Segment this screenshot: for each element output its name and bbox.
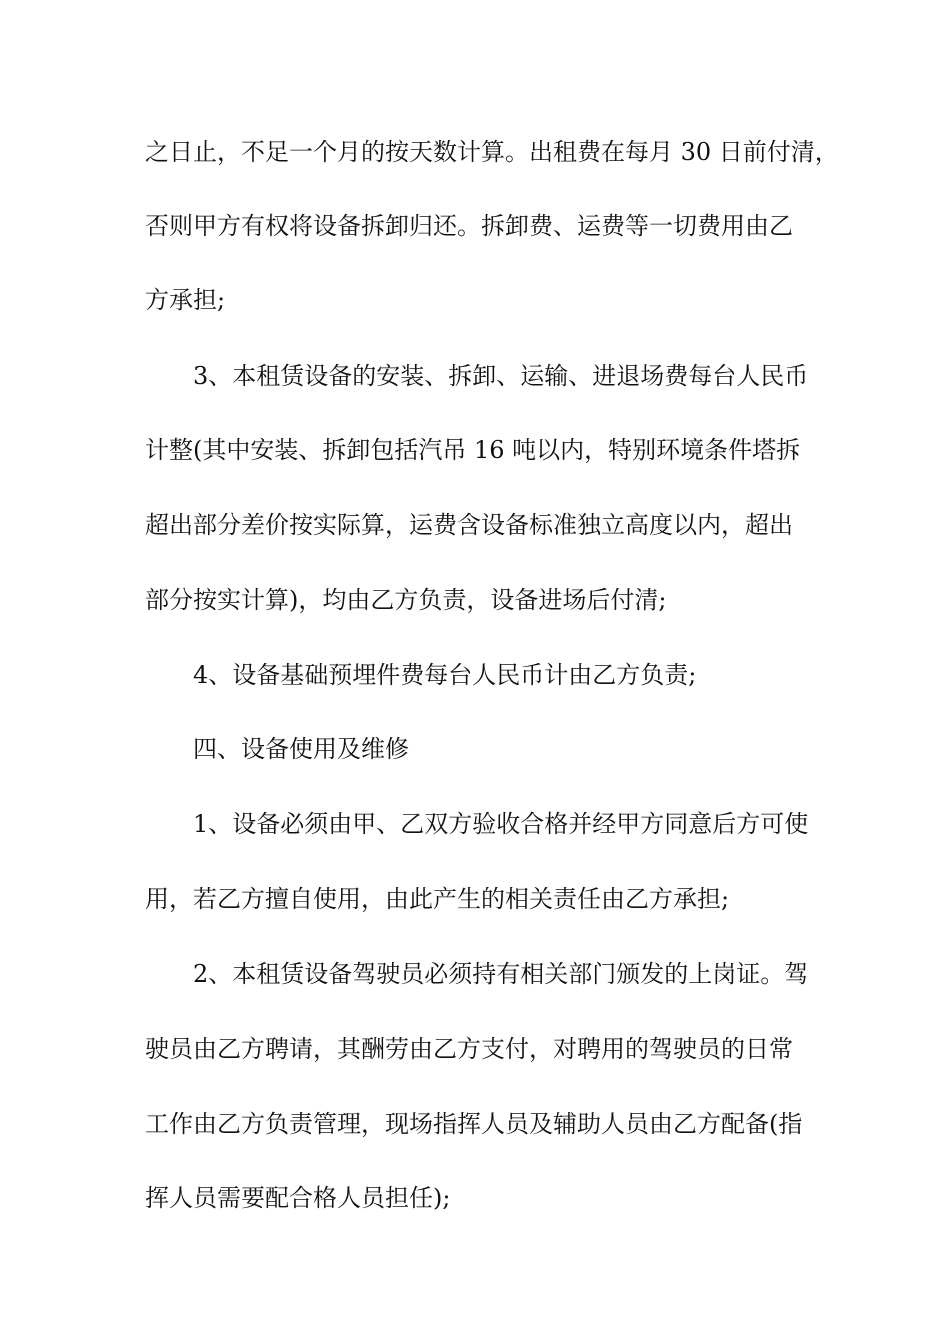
item-2-line-4: 挥人员需要配合格人员担任); bbox=[145, 1184, 451, 1212]
paragraph-4-line-1: 4、设备基础预埋件费每台人民币计由乙方负责; bbox=[193, 661, 697, 689]
item-2-line-3: 工作由乙方负责管理，现场指挥人员及辅助人员由乙方配备(指 bbox=[145, 1110, 803, 1138]
item-1-line-1: 1、设备必须由甲、乙双方验收合格并经甲方同意后方可使 bbox=[193, 810, 809, 838]
text-line-2: 否则甲方有权将设备拆卸归还。拆卸费、运费等一切费用由乙 bbox=[145, 212, 793, 240]
item-2-line-2: 驶员由乙方聘请，其酬劳由乙方支付，对聘用的驾驶员的日常 bbox=[145, 1035, 793, 1063]
paragraph-3-line-2: 计整(其中安装、拆卸包括汽吊 16 吨以内，特别环境条件塔拆 bbox=[145, 436, 801, 464]
item-2-line-1: 2、本租赁设备驾驶员必须持有相关部门颁发的上岗证。驾 bbox=[193, 960, 809, 988]
text-line-3: 方承担; bbox=[145, 286, 226, 314]
paragraph-3-line-1: 3、本租赁设备的安装、拆卸、运输、进退场费每台人民币 bbox=[193, 362, 809, 390]
text-line-1: 之日止，不足一个月的按天数计算。出租费在每月 30 日前付清， bbox=[145, 138, 839, 166]
paragraph-3-line-3: 超出部分差价按实际算，运费含设备标准独立高度以内，超出 bbox=[145, 511, 793, 539]
section-heading-four: 四、设备使用及维修 bbox=[193, 735, 409, 763]
paragraph-3-line-4: 部分按实计算)，均由乙方负责，设备进场后付清; bbox=[145, 586, 667, 614]
item-1-line-2: 用，若乙方擅自使用，由此产生的相关责任由乙方承担; bbox=[145, 885, 730, 913]
